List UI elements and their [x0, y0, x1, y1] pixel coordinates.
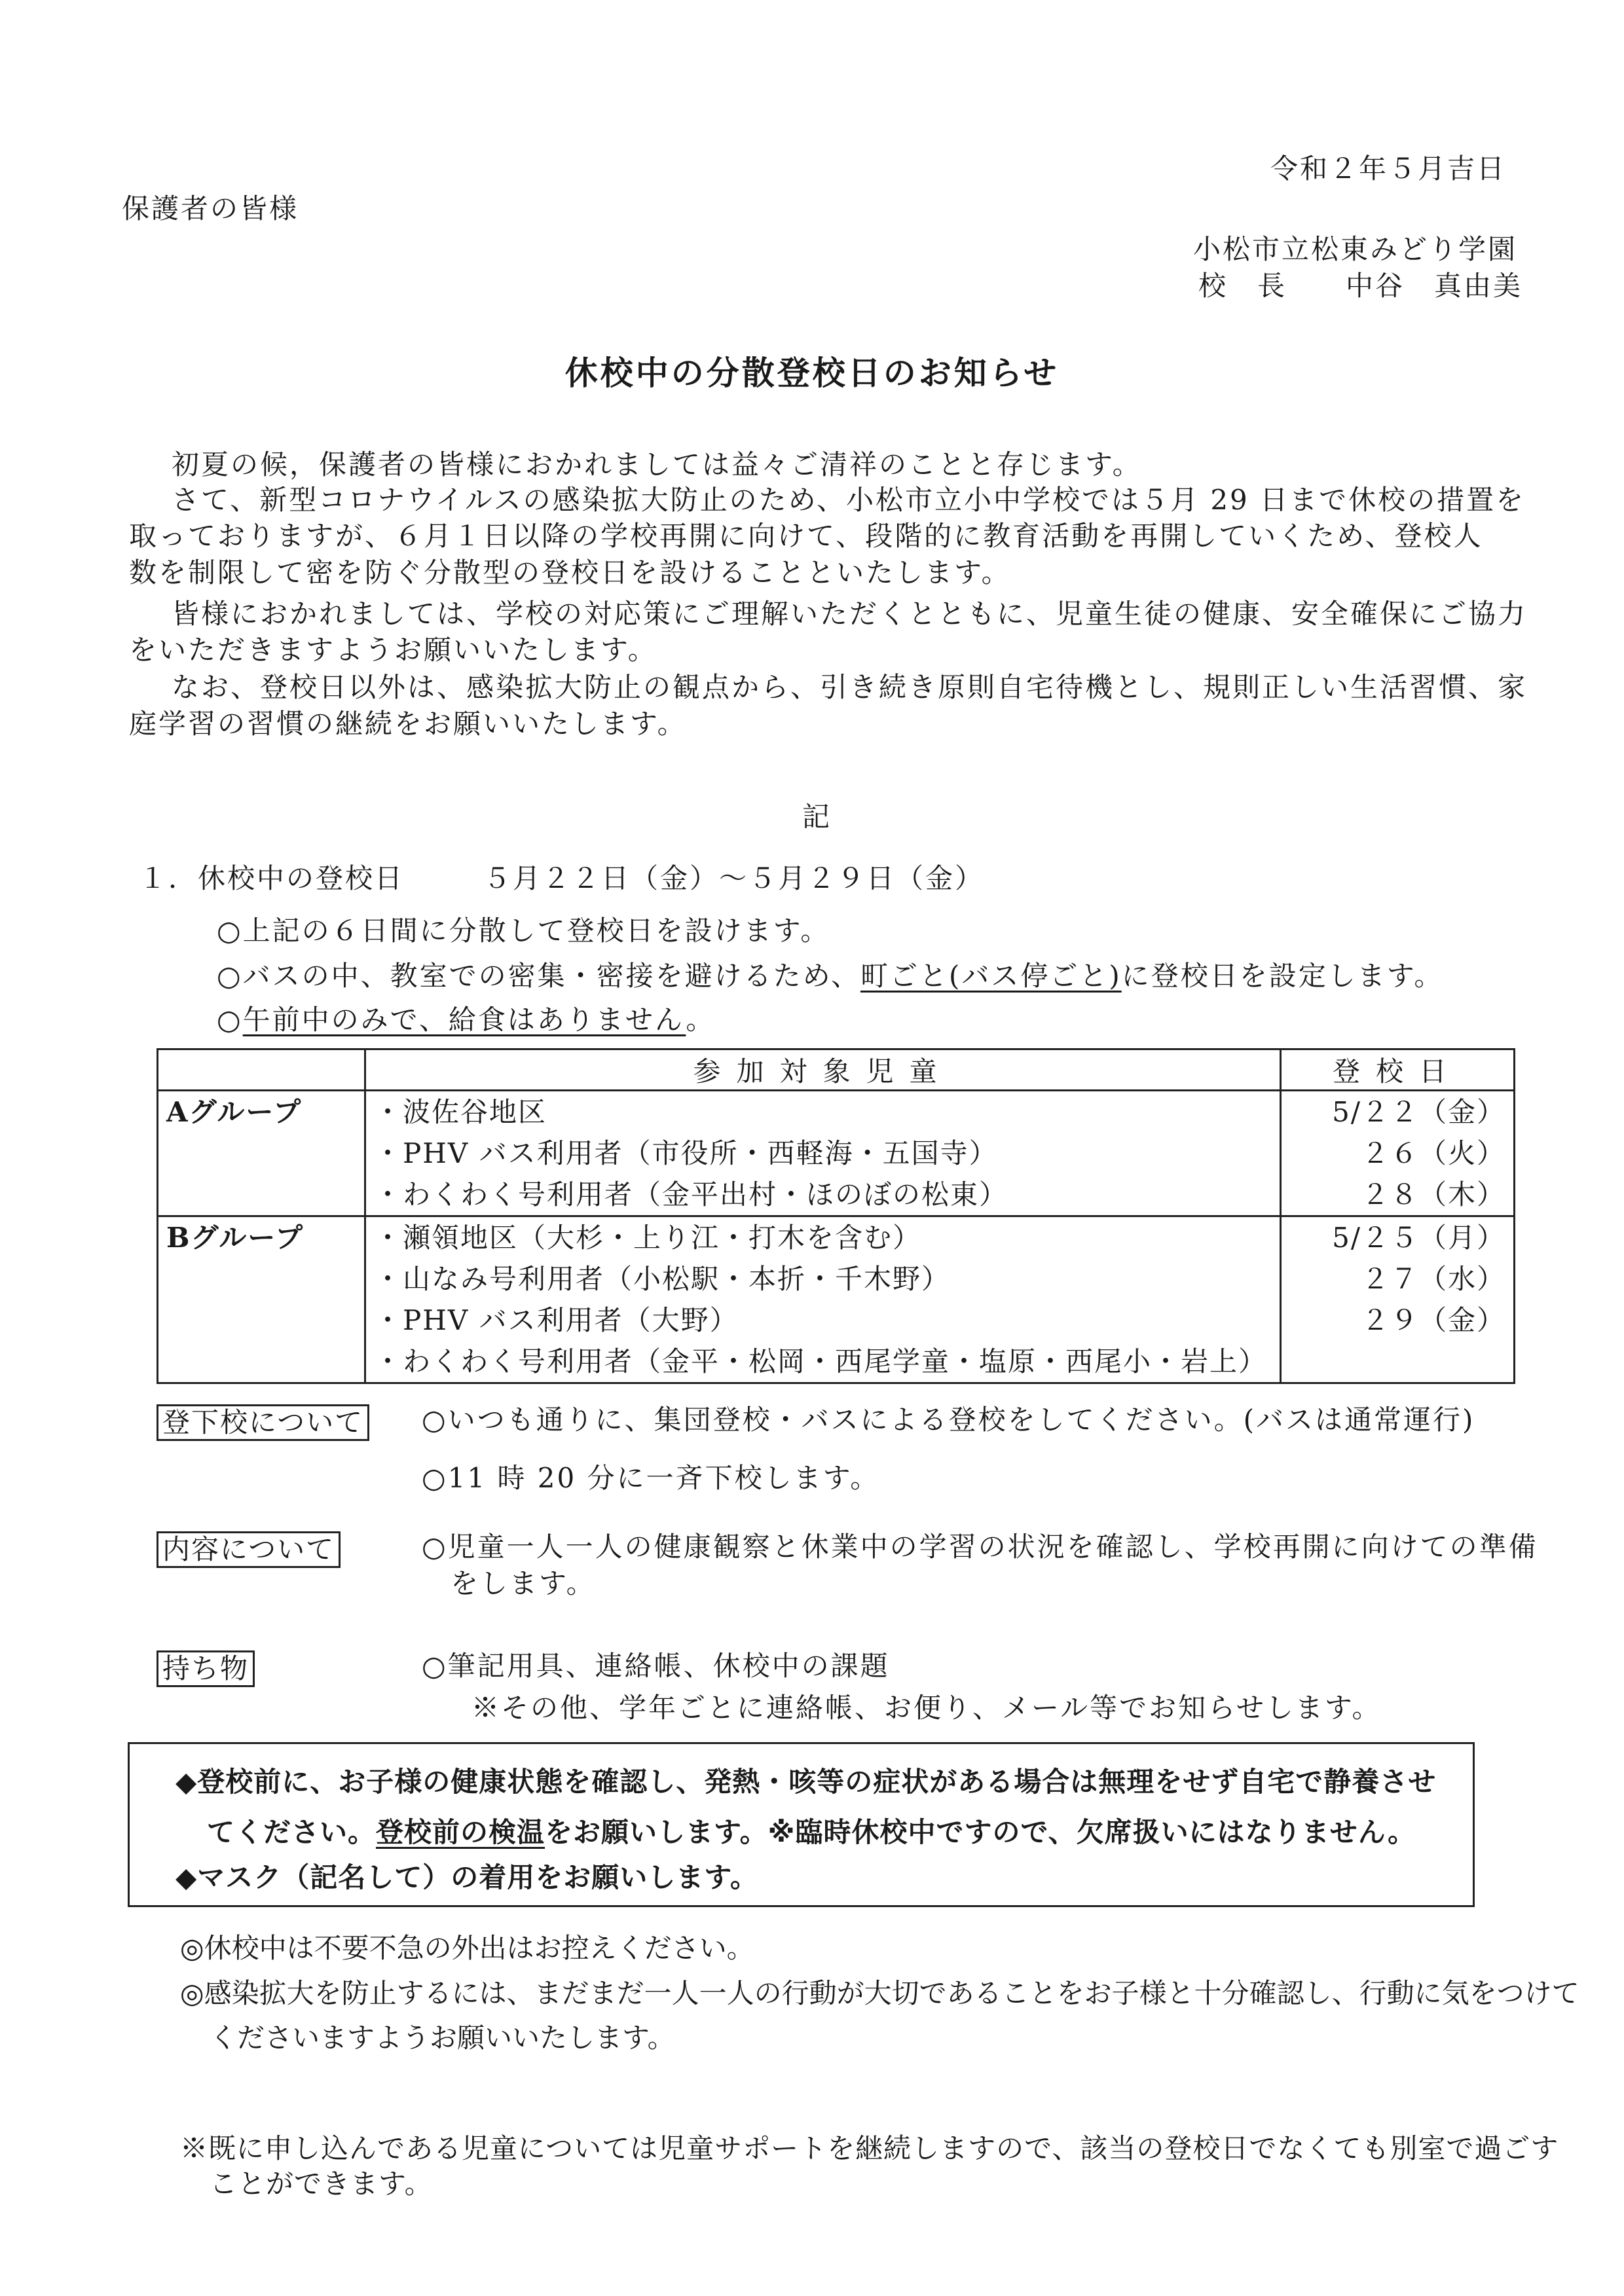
- request-line: ◎感染拡大を防止するには、まだまだ一人一人の行動が大切であることをお子様と十分確認し、行動に気をつけて: [180, 1977, 1579, 2009]
- list-item: ・PHV バス利用者（市役所・西軽海・五国寺）: [374, 1137, 998, 1169]
- notice-text: てください。: [207, 1816, 377, 1848]
- school-name: 小松市立松東みどり学園: [1193, 233, 1518, 265]
- body-line: なお、登校日以外は、感染拡大防止の観点から、引き続き原則自宅待機とし、規則正しい生活習慣、家: [172, 671, 1528, 703]
- body-line: 皆様におかれましては、学校の対応策にご理解いただくとともに、児童生徒の健康、安全確保にご協力: [172, 598, 1528, 630]
- schedule-table: [157, 1048, 1515, 1384]
- detail-label-belongings: 持ち物: [157, 1650, 255, 1687]
- bullet-text: 。: [686, 1004, 716, 1036]
- list-item: ・山なみ号利用者（小松駅・本折・千木野）: [374, 1263, 951, 1295]
- body-line: 数を制限して密を防ぐ分散型の登校日を設けることといたします。: [129, 556, 1011, 589]
- detail-line: ○筆記用具、連絡帳、休校中の課題: [422, 1650, 890, 1682]
- notice-text: をお願いします。※臨時休校中ですので、欠席扱いにはなりません。: [545, 1816, 1416, 1848]
- date-range: ５月２２日（金）～５月２９日（金）: [483, 862, 985, 894]
- detail-label-content: 内容について: [157, 1531, 341, 1568]
- bullet: ○上記の６日間に分散して登校日を設けます。: [217, 915, 830, 947]
- notice-line: ◆登校前に、お子様の健康状態を確認し、発熱・咳等の症状がある場合は無理をせず自宅で静養させ: [175, 1766, 1437, 1798]
- body-line: 取っておりますが、６月１日以降の学校再開に向けて、段階的に教育活動を再開していくため、登校人: [129, 520, 1483, 552]
- body-line: をいただきますようお願いいたします。: [129, 634, 657, 666]
- table-row: [158, 1091, 1515, 1216]
- group-dates: [1281, 1091, 1515, 1216]
- date-item: 5/２５（月）: [1332, 1222, 1505, 1254]
- date-item: ２７（水）: [1361, 1263, 1505, 1295]
- date-item: 5/２２（金）: [1332, 1096, 1505, 1128]
- group-items: [365, 1091, 1281, 1216]
- body-line: 庭学習の習慣の継続をお願いいたします。: [129, 708, 687, 740]
- bullet-text: に登校日を設定します。: [1121, 960, 1444, 992]
- issue-date: 令和２年５月吉日: [1270, 153, 1506, 185]
- notice-line: [207, 1816, 1416, 1848]
- date-item: ２９（金）: [1361, 1304, 1505, 1336]
- group-label: Bグループ: [166, 1222, 304, 1254]
- footnote-line: ※既に申し込んである児童については児童サポートを継続しますので、該当の登校日でなくても別室で過ごす: [180, 2132, 1559, 2164]
- group-name: [158, 1216, 365, 1383]
- group-label: Aグループ: [166, 1096, 303, 1128]
- header-cell: 登校日: [1281, 1049, 1515, 1091]
- group-items: [365, 1216, 1281, 1383]
- list-item: ・瀬領地区（大杉・上り江・打木を含む）: [374, 1222, 922, 1254]
- date-item: ２６（火）: [1361, 1137, 1505, 1169]
- detail-line: ○いつも通りに、集団登校・バスによる登校をしてください。(バスは通常運行): [422, 1404, 1475, 1436]
- group-dates: [1281, 1216, 1515, 1383]
- notice-line: ◆マスク（記名して）の着用をお願いします。: [175, 1861, 758, 1893]
- detail-line: ○児童一人一人の健康観察と休業中の学習の状況を確認し、学校再開に向けての準備: [422, 1531, 1538, 1563]
- date-item: ２８（木）: [1361, 1178, 1505, 1211]
- bullet-mark: ○: [217, 1004, 243, 1036]
- list-item: ・わくわく号利用者（金平・松岡・西尾学童・塩原・西尾小・岩上）: [374, 1345, 1268, 1377]
- request-line: くださいますようお願いいたします。: [210, 2022, 675, 2054]
- table-row: [158, 1216, 1515, 1383]
- underlined-text: 町ごと(バス停ごと): [860, 960, 1122, 992]
- list-item: ・わくわく号利用者（金平出村・ほのぼの松東）: [374, 1178, 1008, 1211]
- underlined-text: 午前中のみで、給食はありません: [242, 1004, 686, 1036]
- principal-name: 校 長 中谷 真由美: [1198, 270, 1523, 302]
- bullet: [217, 962, 1443, 990]
- addressee: 保護者の皆様: [122, 192, 299, 225]
- bullet-text: ○バスの中、教室での密集・密接を避けるため、: [217, 960, 860, 992]
- list-item: ・波佐谷地区: [374, 1096, 547, 1128]
- list-item: ・PHV バス利用者（大野）: [374, 1304, 739, 1336]
- detail-line: ○11 時 20 分に一斉下校します。: [422, 1462, 880, 1494]
- body-line: さて、新型コロナウイルスの感染拡大防止のため、小松市立小中学校では５月 29 日まで休校の措置を: [172, 484, 1526, 516]
- section-label: １．休校中の登校日: [139, 862, 405, 894]
- page-title: 休校中の分散登校日のお知らせ: [564, 354, 1060, 392]
- detail-line: をします。: [451, 1567, 596, 1599]
- detail-line: ※その他、学年ごとに連絡帳、お便り、メール等でお知らせします。: [471, 1692, 1382, 1724]
- header-cell: [158, 1049, 365, 1091]
- ki-heading: 記: [802, 801, 832, 833]
- bullet: [217, 1006, 715, 1034]
- header-cell: 参加対象児童: [365, 1049, 1281, 1091]
- footnote-line: ことができます。: [210, 2168, 433, 2200]
- group-name: [158, 1091, 365, 1216]
- request-line: ◎休校中は不要不急の外出はお控えください。: [180, 1932, 754, 1964]
- underlined-text: 登校前の検温: [376, 1816, 545, 1848]
- body-line: 初夏の候，保護者の皆様におかれましては益々ご清祥のことと存じます。: [172, 448, 1142, 481]
- table-header-row: [158, 1049, 1515, 1091]
- detail-label-commute: 登下校について: [157, 1404, 369, 1441]
